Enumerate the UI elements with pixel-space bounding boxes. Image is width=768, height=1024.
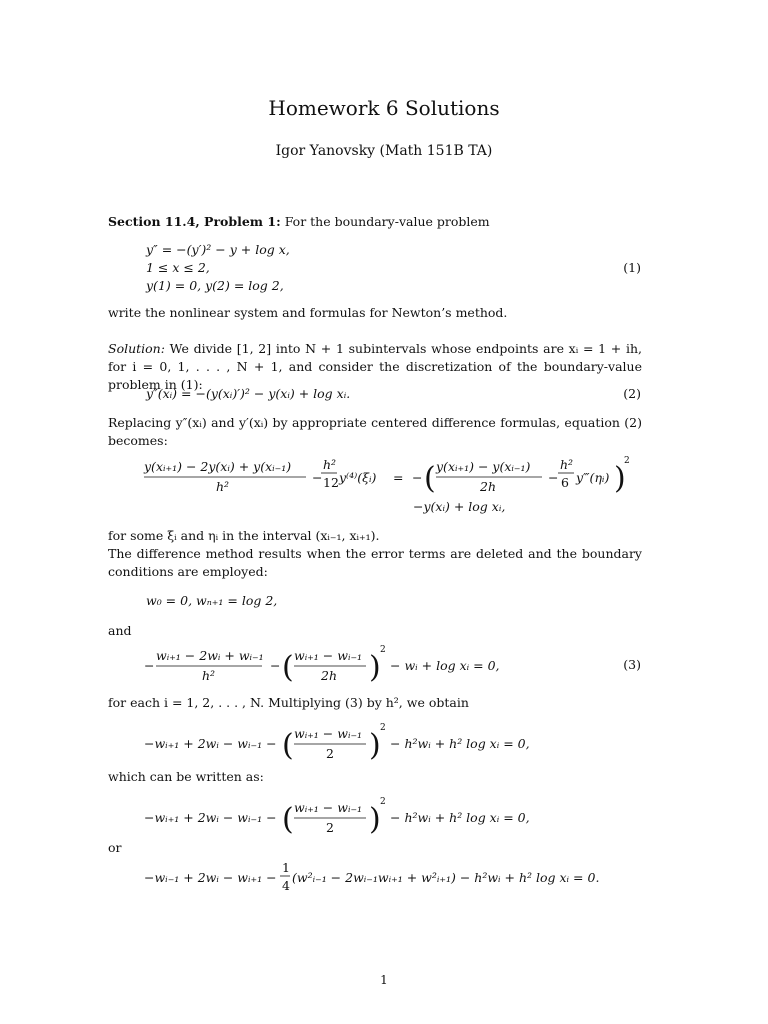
svg-text:(: (: [282, 728, 294, 763]
svg-text:12: 12: [323, 475, 339, 490]
equation-1-line-2: 1 ≤ x ≤ 2,: [146, 260, 210, 275]
equation-3: [140, 640, 510, 688]
expanded-equation: [140, 858, 620, 898]
boundary-conditions: w₀ = 0, wₙ₊₁ = log 2,: [146, 593, 278, 608]
svg-text:=: =: [393, 470, 404, 485]
and-text: and: [108, 623, 132, 638]
svg-text:h²: h²: [216, 479, 230, 494]
svg-text:wᵢ₊₁ − 2wᵢ + wᵢ₋₁: wᵢ₊₁ − 2wᵢ + wᵢ₋₁: [156, 648, 264, 663]
svg-text:wᵢ₊₁ − wᵢ₋₁: wᵢ₊₁ − wᵢ₋₁: [294, 800, 363, 815]
svg-text:2: 2: [624, 456, 630, 466]
svg-text:4: 4: [282, 878, 290, 893]
svg-text:−wᵢ₋₁ + 2wᵢ − wᵢ₊₁ −: −wᵢ₋₁ + 2wᵢ − wᵢ₊₁ −: [144, 870, 277, 885]
equation-2: y″(xᵢ) = −(y(xᵢ)′)² − y(xᵢ) + log xᵢ.: [146, 386, 351, 401]
discretized-equation: [140, 455, 640, 517]
svg-text:2: 2: [380, 645, 386, 655]
svg-text:wᵢ₊₁ − wᵢ₋₁: wᵢ₊₁ − wᵢ₋₁: [294, 726, 363, 741]
svg-text:2h: 2h: [321, 668, 338, 683]
svg-text:−wᵢ₊₁ + 2wᵢ − wᵢ₋₁ −: −wᵢ₊₁ + 2wᵢ − wᵢ₋₁ −: [144, 810, 277, 825]
rewritten-equation: [140, 792, 540, 840]
difference-method-text: The difference method results when the error terms are deleted and the boundary conditions are employed:: [108, 546, 642, 580]
svg-text:− h²wᵢ + h² log xᵢ = 0,: − h²wᵢ + h² log xᵢ = 0,: [390, 736, 530, 751]
svg-text:h²: h²: [323, 457, 337, 472]
equation-1-line-1: y″ = −(y′)² − y + log x,: [146, 242, 290, 257]
svg-text:−: −: [548, 470, 559, 485]
for-some-text: for some ξᵢ and ηᵢ in the interval (xᵢ₋₁, xᵢ₊₁).: [108, 528, 380, 543]
svg-text:(: (: [282, 650, 294, 685]
problem-followup: write the nonlinear system and formulas for Newton’s method.: [108, 305, 508, 320]
equation-1-line-3: y(1) = 0, y(2) = log 2,: [146, 278, 284, 293]
svg-text:y‴(ηᵢ): y‴(ηᵢ): [576, 470, 610, 485]
svg-text:(w²ᵢ₋₁ − 2wᵢ₋₁wᵢ₊₁ + w²ᵢ₊₁) −: (w²ᵢ₋₁ − 2wᵢ₋₁wᵢ₊₁ + w²ᵢ₊₁) − h²wᵢ + h² log xᵢ = 0.: [292, 870, 600, 885]
problem-text: For the boundary-value problem: [284, 214, 490, 229]
replacing-paragraph: Replacing y″(xᵢ) and y′(xᵢ) by appropriate centered difference formulas, equation (2) becomes:: [108, 415, 642, 449]
for-each-text: for each i = 1, 2, . . . , N. Multiplying (3) by h², we obtain: [108, 695, 469, 710]
svg-text:): ): [369, 802, 381, 837]
svg-text:− h²wᵢ + h² log xᵢ = 0,: − h²wᵢ + h² log xᵢ = 0,: [390, 810, 530, 825]
svg-text:(: (: [282, 802, 294, 837]
solution-intro-text: We divide [1, 2] into N + 1 subintervals whose endpoints are xᵢ = 1 + ih, for i = 0, 1, . . . , N + 1, and consider the discretization of the boundary-value problem in (1):: [108, 341, 642, 393]
equation-2-number: (2): [623, 386, 641, 401]
svg-text:−y(xᵢ) + log xᵢ,: −y(xᵢ) + log xᵢ,: [413, 499, 506, 514]
multiplied-equation: [140, 718, 540, 766]
problem-heading: Section 11.4, Problem 1:: [108, 214, 281, 229]
svg-text:−: −: [412, 470, 423, 485]
or-text: or: [108, 840, 122, 855]
svg-text:): ): [369, 728, 381, 763]
equation-3-number: (3): [623, 657, 641, 672]
svg-text:−: −: [312, 470, 323, 485]
svg-text:y⁽⁴⁾(ξᵢ): y⁽⁴⁾(ξᵢ): [339, 470, 377, 485]
svg-text:2: 2: [326, 746, 334, 761]
document-author: Igor Yanovsky (Math 151B TA): [275, 143, 493, 159]
equation-1-number: (1): [623, 260, 641, 275]
svg-text:h²: h²: [560, 457, 574, 472]
svg-text:): ): [614, 461, 626, 496]
svg-text:h²: h²: [202, 668, 216, 683]
svg-text:− wᵢ + log xᵢ = 0,: − wᵢ + log xᵢ = 0,: [390, 658, 500, 673]
svg-text:wᵢ₊₁ − wᵢ₋₁: wᵢ₊₁ − wᵢ₋₁: [294, 648, 363, 663]
svg-text:6: 6: [561, 475, 569, 490]
svg-text:2: 2: [380, 723, 386, 733]
svg-text:y(xᵢ₊₁) − y(xᵢ₋₁): y(xᵢ₊₁) − y(xᵢ₋₁): [436, 459, 531, 474]
written-as-text: which can be written as:: [108, 769, 264, 784]
svg-text:−wᵢ₊₁ + 2wᵢ − wᵢ₋₁ −: −wᵢ₊₁ + 2wᵢ − wᵢ₋₁ −: [144, 736, 277, 751]
page-number: 1: [380, 973, 388, 987]
problem-statement: [108, 213, 642, 231]
document-title: Homework 6 Solutions: [268, 96, 500, 120]
svg-text:2h: 2h: [480, 479, 497, 494]
svg-text:): ): [369, 650, 381, 685]
svg-text:(: (: [424, 461, 436, 496]
svg-text:2: 2: [326, 820, 334, 835]
svg-text:2: 2: [380, 797, 386, 807]
svg-text:−: −: [144, 658, 155, 673]
svg-text:y(xᵢ₊₁) − 2y(xᵢ) + y(xᵢ₋₁): y(xᵢ₊₁) − 2y(xᵢ) + y(xᵢ₋₁): [144, 459, 292, 474]
svg-text:1: 1: [282, 860, 290, 875]
svg-text:−: −: [270, 658, 281, 673]
solution-label: Solution:: [108, 341, 165, 356]
